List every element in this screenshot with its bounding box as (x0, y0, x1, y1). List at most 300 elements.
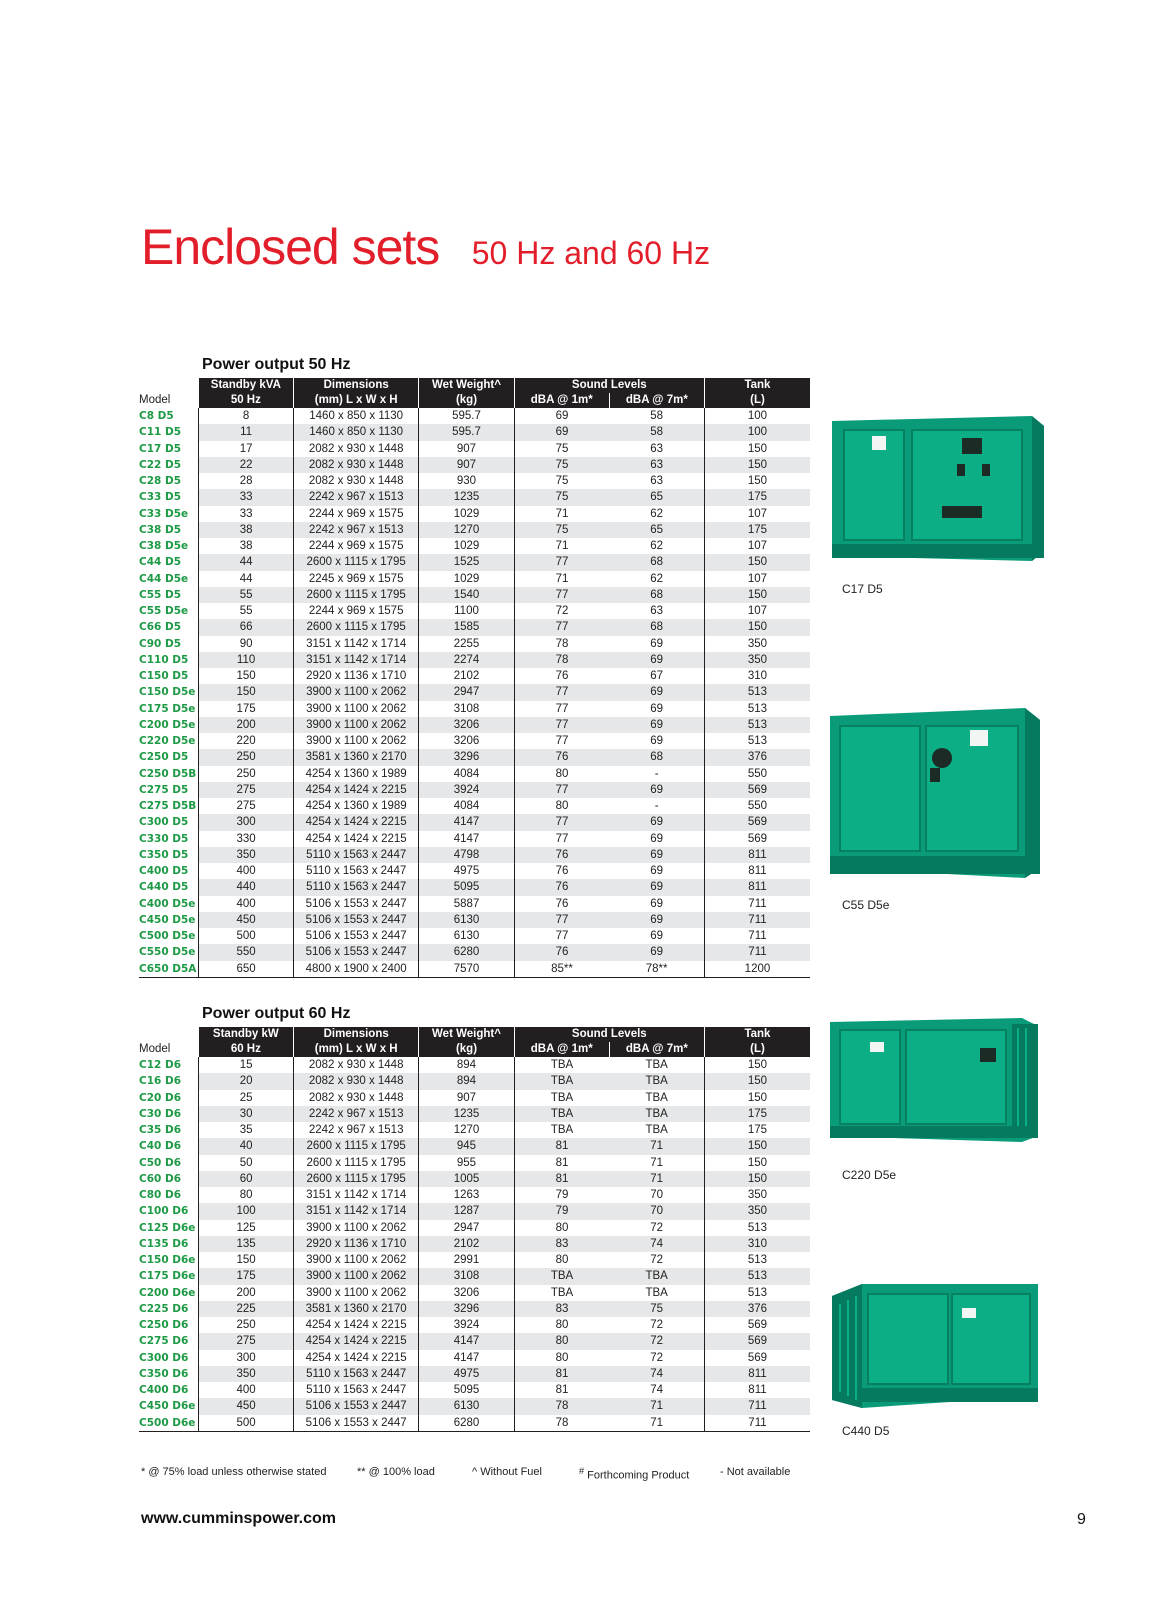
cell-standby: 55 (199, 603, 294, 619)
cell-tank: 107 (704, 603, 810, 619)
table-row (139, 652, 810, 668)
col-tank-unit: (L) (704, 1042, 810, 1057)
col-standby-label: Standby kW (199, 1027, 294, 1042)
cell-tank: 150 (704, 441, 810, 457)
cell-sound-1m: 76 (514, 879, 609, 895)
cell-tank: 350 (704, 1187, 810, 1203)
cell-standby: 275 (199, 782, 294, 798)
cell-sound-7m: 69 (609, 896, 704, 912)
cell-tank: 350 (704, 1203, 810, 1219)
cell-tank: 175 (704, 489, 810, 505)
table-row (139, 1057, 810, 1073)
cell-sound-1m: 72 (514, 603, 609, 619)
table-row (139, 961, 810, 978)
cell-tank: 711 (704, 912, 810, 928)
table-row (139, 831, 810, 847)
cell-sound-1m: 76 (514, 749, 609, 765)
table-row (139, 522, 810, 538)
cell-sound-1m: 75 (514, 489, 609, 505)
cell-standby: 25 (199, 1090, 294, 1106)
cell-sound-7m: 72 (609, 1220, 704, 1236)
cell-dimensions: 2242 x 967 x 1513 (294, 1106, 419, 1122)
cell-weight: 3206 (419, 717, 514, 733)
cell-sound-7m: 69 (609, 701, 704, 717)
cell-tank: 175 (704, 522, 810, 538)
cell-sound-7m: 63 (609, 441, 704, 457)
cell-sound-1m: 81 (514, 1155, 609, 1171)
cell-sound-1m: 80 (514, 766, 609, 782)
table-row (139, 538, 810, 554)
table-row (139, 441, 810, 457)
cell-sound-1m: 71 (514, 571, 609, 587)
footnote-forthcoming-mark: # (579, 1466, 585, 1476)
cell-dimensions: 2600 x 1115 x 1795 (294, 1155, 419, 1171)
cell-sound-7m: 69 (609, 879, 704, 895)
cell-model: C44 D5 (139, 554, 199, 570)
cell-dimensions: 2600 x 1115 x 1795 (294, 1138, 419, 1154)
table-row (139, 798, 810, 814)
cell-tank: 811 (704, 879, 810, 895)
cell-sound-7m: 71 (609, 1398, 704, 1414)
cell-model: C300 D5 (139, 814, 199, 830)
table-row (139, 1366, 810, 1382)
cell-tank: 811 (704, 863, 810, 879)
cell-sound-1m: 69 (514, 408, 609, 424)
col-standby-label: Standby kVA (199, 378, 294, 393)
cell-tank: 376 (704, 749, 810, 765)
cell-dimensions: 2600 x 1115 x 1795 (294, 1171, 419, 1187)
cell-sound-7m: 69 (609, 814, 704, 830)
col-sound-7m: dBA @ 7m* (609, 393, 704, 408)
cell-weight: 907 (419, 457, 514, 473)
cell-model: C16 D6 (139, 1073, 199, 1089)
cell-sound-7m: 63 (609, 457, 704, 473)
cell-model: C275 D5B (139, 798, 199, 814)
table-row (139, 1382, 810, 1398)
cell-tank: 569 (704, 831, 810, 847)
table-row (139, 457, 810, 473)
cell-tank: 711 (704, 944, 810, 960)
cell-model: C330 D5 (139, 831, 199, 847)
cell-model: C200 D6e (139, 1285, 199, 1301)
page-title (141, 218, 710, 276)
cell-model: C500 D6e (139, 1415, 199, 1432)
table-row (139, 571, 810, 587)
cell-tank: 513 (704, 701, 810, 717)
cell-weight: 5095 (419, 1382, 514, 1398)
cell-weight: 930 (419, 473, 514, 489)
cell-dimensions: 4254 x 1424 x 2215 (294, 782, 419, 798)
cell-tank: 569 (704, 782, 810, 798)
cell-dimensions: 2082 x 930 x 1448 (294, 1073, 419, 1089)
cell-sound-1m: TBA (514, 1122, 609, 1138)
cell-sound-1m: 77 (514, 912, 609, 928)
cell-model: C400 D6 (139, 1382, 199, 1398)
cell-dimensions: 2600 x 1115 x 1795 (294, 619, 419, 635)
cell-standby: 250 (199, 1317, 294, 1333)
table-row (139, 489, 810, 505)
table-row (139, 408, 810, 424)
cell-sound-1m: 80 (514, 1333, 609, 1349)
col-model: Model (139, 1042, 199, 1057)
table-row (139, 506, 810, 522)
cell-dimensions: 2242 x 967 x 1513 (294, 1122, 419, 1138)
cell-sound-7m: 65 (609, 522, 704, 538)
table-row (139, 847, 810, 863)
cell-weight: 4084 (419, 766, 514, 782)
cell-dimensions: 4254 x 1360 x 1989 (294, 798, 419, 814)
table-row (139, 554, 810, 570)
cell-sound-1m: 71 (514, 506, 609, 522)
cell-weight: 3296 (419, 1301, 514, 1317)
cell-dimensions: 4254 x 1424 x 2215 (294, 814, 419, 830)
table-row (139, 424, 810, 440)
table-row (139, 782, 810, 798)
cell-dimensions: 3900 x 1100 x 2062 (294, 733, 419, 749)
cell-model: C275 D5 (139, 782, 199, 798)
cell-sound-7m: TBA (609, 1090, 704, 1106)
cell-sound-7m: 71 (609, 1415, 704, 1432)
cell-tank: 150 (704, 1171, 810, 1187)
cell-weight: 1270 (419, 522, 514, 538)
cell-sound-7m: TBA (609, 1285, 704, 1301)
cell-dimensions: 3151 x 1142 x 1714 (294, 652, 419, 668)
cell-model: C440 D5 (139, 879, 199, 895)
cell-sound-7m: 69 (609, 717, 704, 733)
cell-sound-1m: 76 (514, 847, 609, 863)
footnote-not-available: - Not available (720, 1466, 791, 1478)
cell-sound-7m: 74 (609, 1382, 704, 1398)
cell-standby: 650 (199, 961, 294, 978)
cell-model: C35 D6 (139, 1122, 199, 1138)
cell-model: C135 D6 (139, 1236, 199, 1252)
cell-dimensions: 5110 x 1563 x 2447 (294, 879, 419, 895)
cell-dimensions: 2242 x 967 x 1513 (294, 489, 419, 505)
cell-tank: 150 (704, 1057, 810, 1073)
cell-standby: 50 (199, 1155, 294, 1171)
cell-model: C66 D5 (139, 619, 199, 635)
table-row (139, 1333, 810, 1349)
cell-standby: 80 (199, 1187, 294, 1203)
table-row (139, 1220, 810, 1236)
cell-standby: 550 (199, 944, 294, 960)
cell-sound-1m: TBA (514, 1090, 609, 1106)
cell-sound-1m: 81 (514, 1382, 609, 1398)
cell-sound-7m: 72 (609, 1252, 704, 1268)
cell-tank: 150 (704, 1155, 810, 1171)
table-row (139, 1171, 810, 1187)
cell-sound-7m: TBA (609, 1268, 704, 1284)
cell-dimensions: 4800 x 1900 x 2400 (294, 961, 419, 978)
cell-model: C90 D5 (139, 636, 199, 652)
cell-dimensions: 2082 x 930 x 1448 (294, 1057, 419, 1073)
table-row (139, 603, 810, 619)
cell-dimensions: 5110 x 1563 x 2447 (294, 847, 419, 863)
cell-tank: 175 (704, 1106, 810, 1122)
cell-tank: 569 (704, 1317, 810, 1333)
cell-tank: 150 (704, 1138, 810, 1154)
cell-sound-1m: 77 (514, 554, 609, 570)
cell-tank: 550 (704, 766, 810, 782)
cell-standby: 450 (199, 912, 294, 928)
cell-dimensions: 5106 x 1553 x 2447 (294, 912, 419, 928)
cell-model: C175 D5e (139, 701, 199, 717)
cell-standby: 400 (199, 863, 294, 879)
col-sound-1m: dBA @ 1m* (514, 1042, 609, 1057)
cell-model: C350 D5 (139, 847, 199, 863)
cell-dimensions: 2920 x 1136 x 1710 (294, 668, 419, 684)
cell-dimensions: 2244 x 969 x 1575 (294, 538, 419, 554)
generator-set-icon (832, 1284, 1038, 1412)
cell-dimensions: 4254 x 1424 x 2215 (294, 831, 419, 847)
cell-standby: 225 (199, 1301, 294, 1317)
cell-sound-1m: 81 (514, 1366, 609, 1382)
cell-dimensions: 2242 x 967 x 1513 (294, 522, 419, 538)
cell-sound-1m: 77 (514, 587, 609, 603)
cell-standby: 15 (199, 1057, 294, 1073)
cell-sound-1m: 80 (514, 1350, 609, 1366)
cell-tank: 150 (704, 1090, 810, 1106)
cell-dimensions: 2082 x 930 x 1448 (294, 1090, 419, 1106)
cell-weight: 6130 (419, 912, 514, 928)
table-row (139, 749, 810, 765)
cell-sound-1m: TBA (514, 1073, 609, 1089)
col-model: Model (139, 393, 199, 408)
cell-sound-7m: 78** (609, 961, 704, 978)
caption-c55-d5e: C55 D5e (842, 898, 890, 912)
table-row (139, 619, 810, 635)
col-tank-unit: (L) (704, 393, 810, 408)
cell-sound-7m: 67 (609, 668, 704, 684)
col-dimensions-unit: (mm) L x W x H (294, 1042, 419, 1057)
cell-standby: 250 (199, 749, 294, 765)
cell-model: C33 D5 (139, 489, 199, 505)
cell-standby: 125 (199, 1220, 294, 1236)
cell-weight: 1005 (419, 1171, 514, 1187)
table-row (139, 668, 810, 684)
cell-model: C55 D5e (139, 603, 199, 619)
cell-standby: 20 (199, 1073, 294, 1089)
col-dimensions-unit: (mm) L x W x H (294, 393, 419, 408)
cell-dimensions: 2245 x 969 x 1575 (294, 571, 419, 587)
cell-tank: 711 (704, 1398, 810, 1414)
col-weight-unit: (kg) (419, 393, 514, 408)
cell-standby: 30 (199, 1106, 294, 1122)
cell-model: C50 D6 (139, 1155, 199, 1171)
table-row (139, 863, 810, 879)
cell-sound-7m: 69 (609, 684, 704, 700)
cell-standby: 300 (199, 814, 294, 830)
caption-c440-d5: C440 D5 (842, 1424, 890, 1438)
cell-standby: 200 (199, 1285, 294, 1301)
cell-tank: 513 (704, 1268, 810, 1284)
cell-standby: 38 (199, 538, 294, 554)
col-dimensions-label: Dimensions (294, 378, 419, 393)
cell-standby: 150 (199, 684, 294, 700)
table-row (139, 636, 810, 652)
cell-sound-7m: 70 (609, 1187, 704, 1203)
cell-dimensions: 3581 x 1360 x 2170 (294, 749, 419, 765)
cell-tank: 150 (704, 1073, 810, 1089)
cell-model: C12 D6 (139, 1057, 199, 1073)
cell-tank: 150 (704, 554, 810, 570)
cell-sound-1m: 75 (514, 457, 609, 473)
cell-standby: 175 (199, 1268, 294, 1284)
cell-tank: 513 (704, 1220, 810, 1236)
cell-model: C150 D5 (139, 668, 199, 684)
cell-dimensions: 3900 x 1100 x 2062 (294, 701, 419, 717)
cell-sound-7m: 69 (609, 733, 704, 749)
cell-sound-1m: 81 (514, 1138, 609, 1154)
cell-sound-7m: 72 (609, 1333, 704, 1349)
cell-dimensions: 5106 x 1553 x 2447 (294, 1415, 419, 1432)
cell-model: C100 D6 (139, 1203, 199, 1219)
cell-standby: 44 (199, 554, 294, 570)
cell-sound-7m: 69 (609, 912, 704, 928)
cell-sound-1m: 69 (514, 424, 609, 440)
cell-weight: 2102 (419, 668, 514, 684)
table-row (139, 1301, 810, 1317)
cell-tank: 310 (704, 1236, 810, 1252)
cell-weight: 955 (419, 1155, 514, 1171)
power-50hz-table (139, 378, 810, 978)
cell-sound-7m: 69 (609, 944, 704, 960)
cell-sound-1m: 77 (514, 701, 609, 717)
cell-sound-1m: 78 (514, 1415, 609, 1432)
col-sound-1m: dBA @ 1m* (514, 393, 609, 408)
cell-weight: 1029 (419, 538, 514, 554)
cell-sound-7m: 63 (609, 603, 704, 619)
cell-weight: 2274 (419, 652, 514, 668)
cell-weight: 2102 (419, 1236, 514, 1252)
cell-sound-7m: 62 (609, 538, 704, 554)
cell-standby: 350 (199, 847, 294, 863)
cell-sound-1m: 71 (514, 538, 609, 554)
cell-dimensions: 3900 x 1100 x 2062 (294, 1252, 419, 1268)
cell-dimensions: 5110 x 1563 x 2447 (294, 1366, 419, 1382)
cell-sound-1m: 77 (514, 619, 609, 635)
cell-tank: 711 (704, 1415, 810, 1432)
cell-model: C220 D5e (139, 733, 199, 749)
cell-tank: 150 (704, 587, 810, 603)
cell-dimensions: 5106 x 1553 x 2447 (294, 928, 419, 944)
generator-set-icon (832, 416, 1044, 568)
cell-sound-7m: 74 (609, 1236, 704, 1252)
cell-standby: 135 (199, 1236, 294, 1252)
cell-weight: 4147 (419, 831, 514, 847)
cell-sound-1m: 81 (514, 1171, 609, 1187)
cell-model: C11 D5 (139, 424, 199, 440)
table-row (139, 684, 810, 700)
col-sound-label: Sound Levels (514, 378, 704, 393)
cell-standby: 350 (199, 1366, 294, 1382)
cell-standby: 22 (199, 457, 294, 473)
cell-standby: 400 (199, 1382, 294, 1398)
cell-sound-1m: 77 (514, 684, 609, 700)
table-row (139, 1398, 810, 1414)
cell-standby: 250 (199, 766, 294, 782)
footer-website: www.cumminspower.com (141, 1510, 337, 1527)
cell-weight: 1263 (419, 1187, 514, 1203)
cell-tank: 175 (704, 1122, 810, 1138)
cell-weight: 3296 (419, 749, 514, 765)
cell-tank: 150 (704, 619, 810, 635)
cell-standby: 40 (199, 1138, 294, 1154)
cell-weight: 1100 (419, 603, 514, 619)
cell-weight: 6280 (419, 944, 514, 960)
cell-model: C200 D5e (139, 717, 199, 733)
cell-sound-1m: 76 (514, 668, 609, 684)
cell-dimensions: 3900 x 1100 x 2062 (294, 684, 419, 700)
cell-standby: 35 (199, 1122, 294, 1138)
table-row (139, 717, 810, 733)
cell-tank: 107 (704, 571, 810, 587)
cell-sound-7m: 68 (609, 749, 704, 765)
cell-standby: 11 (199, 424, 294, 440)
cell-model: C125 D6e (139, 1220, 199, 1236)
cell-sound-7m: 68 (609, 619, 704, 635)
table-row (139, 928, 810, 944)
cell-tank: 107 (704, 506, 810, 522)
col-sound-label: Sound Levels (514, 1027, 704, 1042)
footnote-forthcoming (579, 1466, 689, 1482)
cell-weight: 907 (419, 1090, 514, 1106)
cell-sound-7m: 69 (609, 928, 704, 944)
cell-weight: 2991 (419, 1252, 514, 1268)
footnote-forthcoming-text: Forthcoming Product (584, 1469, 690, 1482)
cell-model: C250 D6 (139, 1317, 199, 1333)
cell-model: C450 D5e (139, 912, 199, 928)
table-row (139, 944, 810, 960)
cell-sound-1m: 75 (514, 522, 609, 538)
cell-sound-1m: TBA (514, 1285, 609, 1301)
cell-weight: 1235 (419, 1106, 514, 1122)
cell-sound-7m: 69 (609, 636, 704, 652)
cell-model: C28 D5 (139, 473, 199, 489)
cell-dimensions: 5106 x 1553 x 2447 (294, 896, 419, 912)
cell-sound-1m: 76 (514, 944, 609, 960)
cell-tank: 310 (704, 668, 810, 684)
cell-dimensions: 3900 x 1100 x 2062 (294, 717, 419, 733)
cell-tank: 550 (704, 798, 810, 814)
cell-model: C60 D6 (139, 1171, 199, 1187)
cell-weight: 4798 (419, 847, 514, 863)
cell-weight: 3108 (419, 1268, 514, 1284)
cell-weight: 6130 (419, 1398, 514, 1414)
cell-weight: 1270 (419, 1122, 514, 1138)
title-subtitle: 50 Hz and 60 Hz (471, 235, 711, 271)
cell-model: C17 D5 (139, 441, 199, 457)
page-number: 9 (1077, 1511, 1086, 1528)
section-title-60hz: Power output 60 Hz (202, 1005, 351, 1022)
cell-dimensions: 2244 x 969 x 1575 (294, 506, 419, 522)
cell-sound-1m: 75 (514, 441, 609, 457)
title-main: Enclosed sets (141, 219, 440, 275)
table-row (139, 1415, 810, 1432)
cell-sound-7m: - (609, 798, 704, 814)
cell-sound-1m: 83 (514, 1236, 609, 1252)
cell-weight: 1540 (419, 587, 514, 603)
cell-weight: 595.7 (419, 424, 514, 440)
cell-tank: 569 (704, 1333, 810, 1349)
generator-set-icon (830, 1018, 1038, 1144)
cell-weight: 4147 (419, 1333, 514, 1349)
cell-weight: 1287 (419, 1203, 514, 1219)
col-standby-unit: 60 Hz (199, 1042, 294, 1057)
table-row (139, 1350, 810, 1366)
cell-weight: 7570 (419, 961, 514, 978)
cell-tank: 350 (704, 652, 810, 668)
